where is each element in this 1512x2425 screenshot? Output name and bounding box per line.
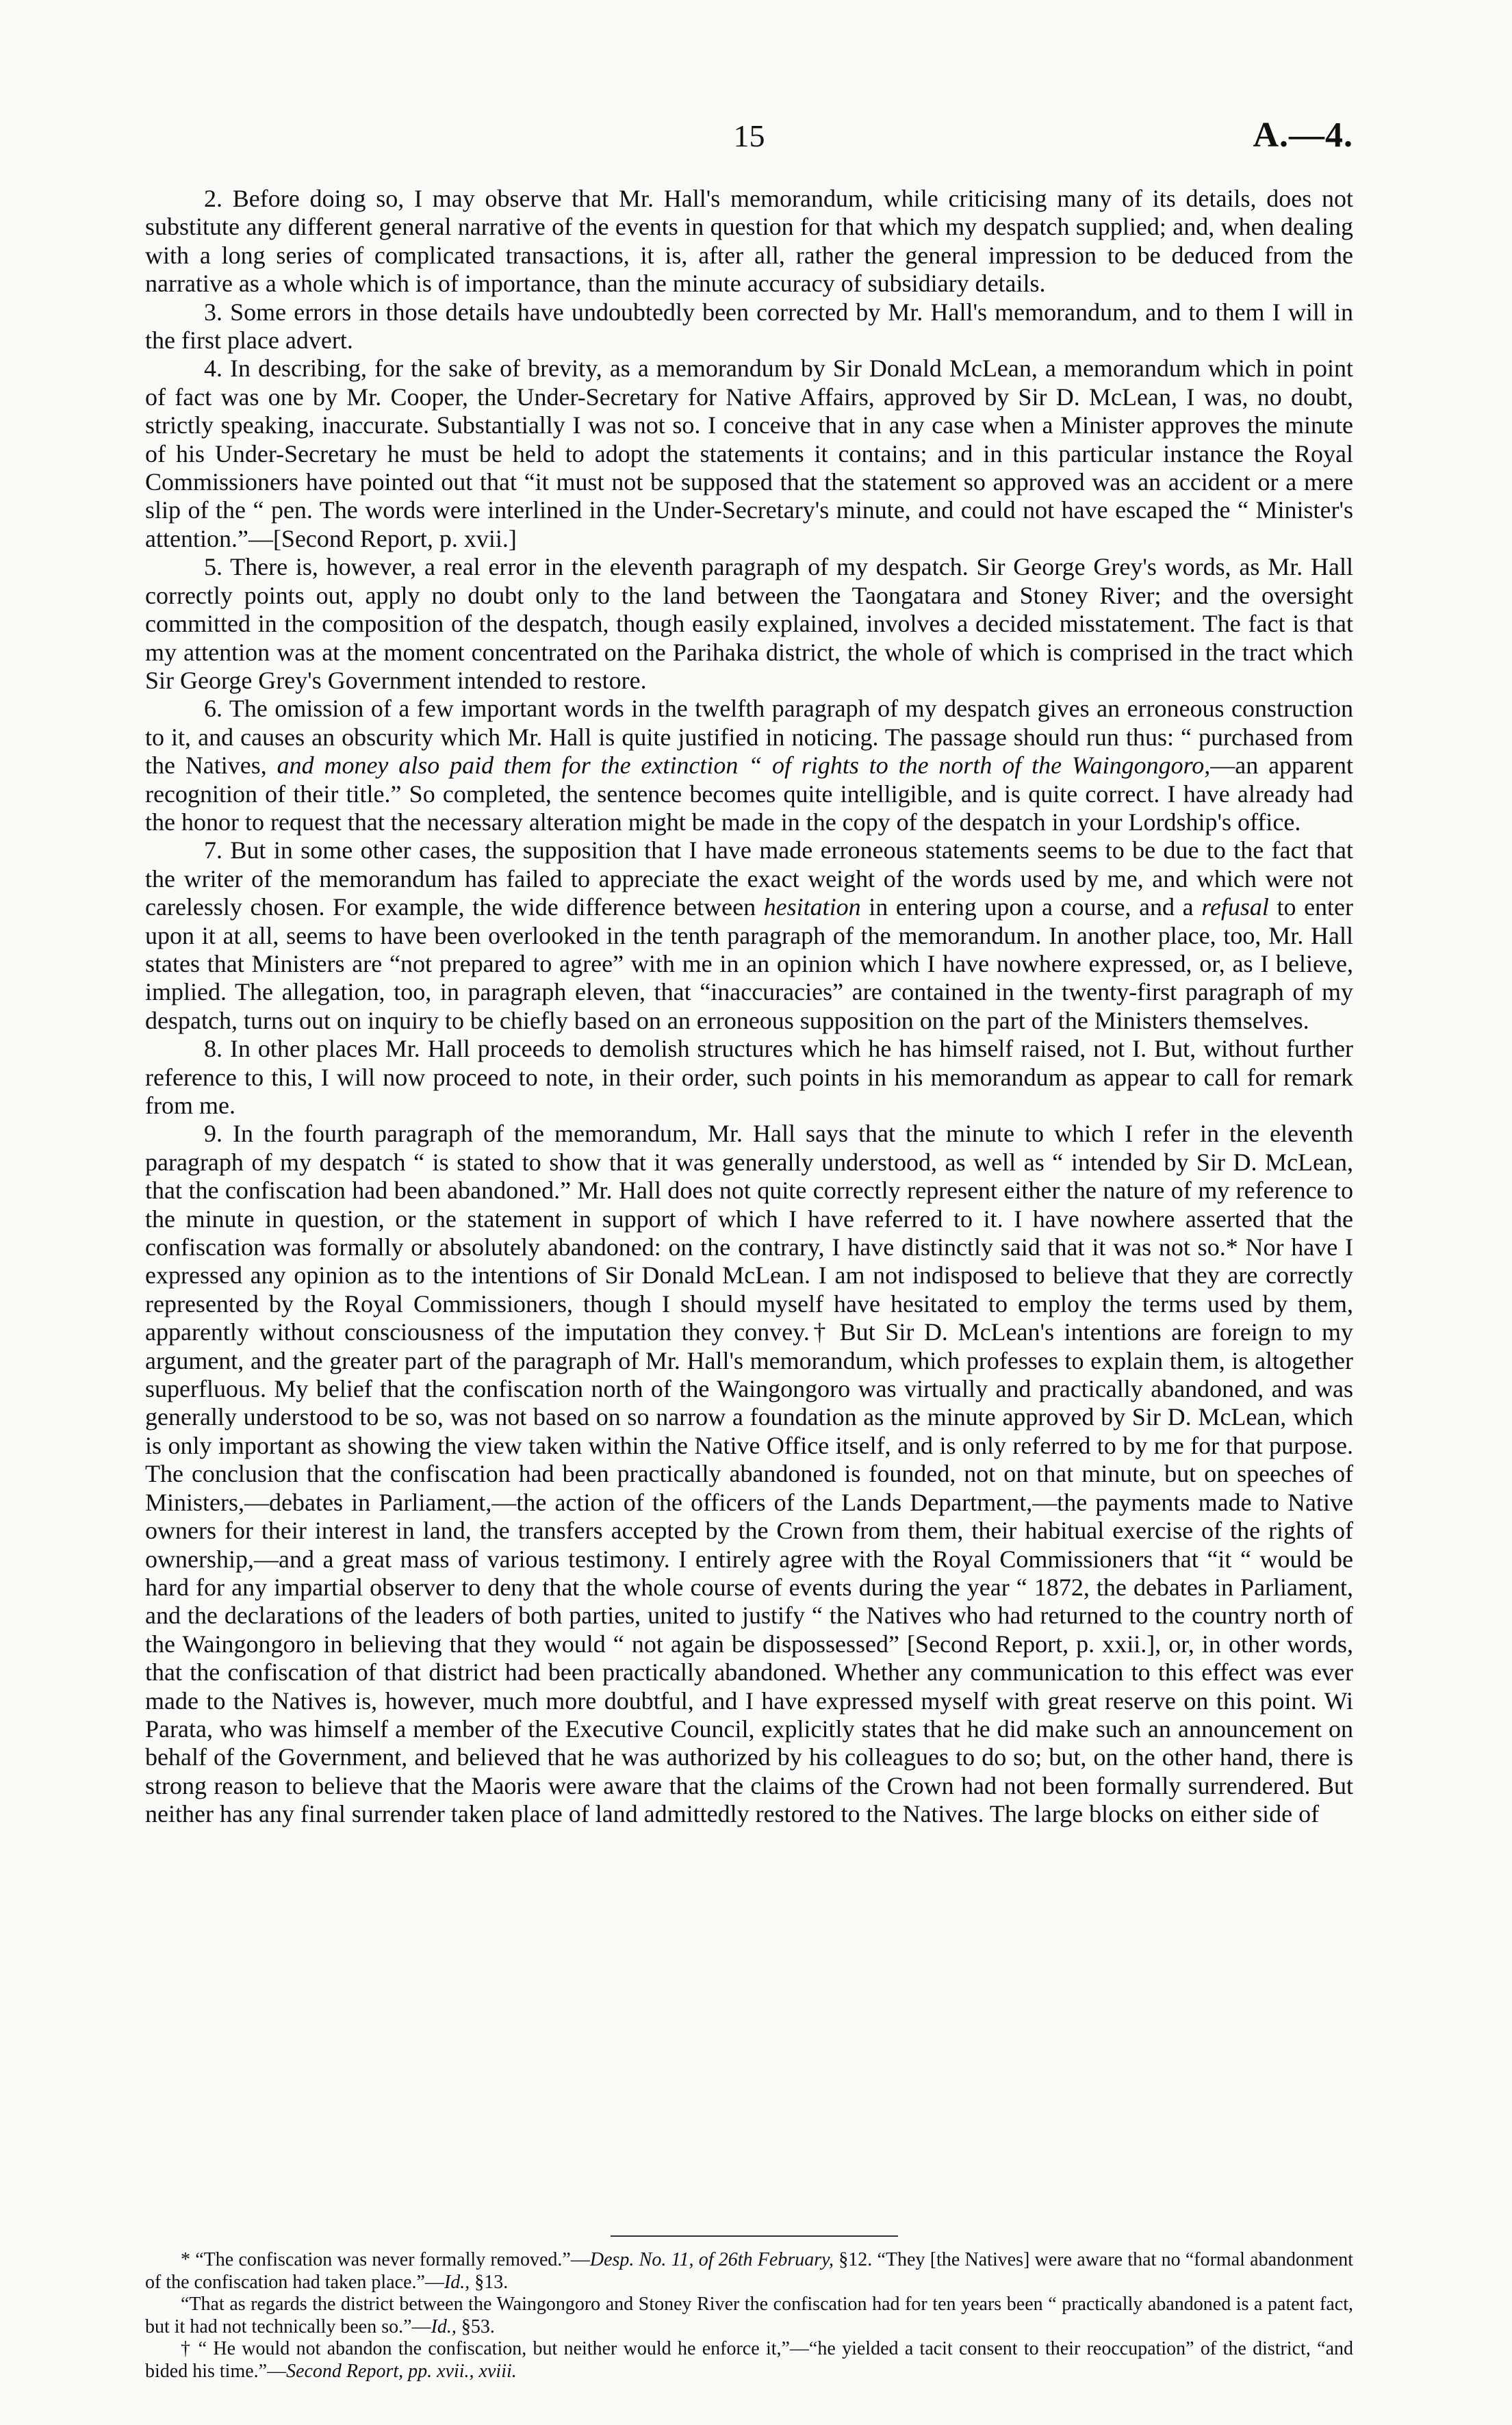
- page-number: 15: [733, 118, 765, 153]
- paragraph-3: 3. Some errors in those details have undoubtedly been corrected by Mr. Hall's memorandum, and to them I will in the first place advert.: [145, 298, 1353, 355]
- footnote-asterisk: * “The confiscation was never formally removed.”—Desp. No. 11, of 26th February, §12. “They [the Natives] were aware that no “formal abandonment of the confiscation had taken place.”—Id., §13.: [145, 2249, 1353, 2293]
- document-reference: A.—4.: [1253, 116, 1353, 155]
- paragraph-6: 6. The omission of a few important words in the twelfth paragraph of my despatch gives an erroneous construction to it, and causes an obscurity which Mr. Hall is quite justified in noticing. The passage should run thus: “ purchased from the Natives, and money also paid them for the extinction “ of rights to the north of the Waingongoro,—an apparent recognition of their title.” So completed, the sentence becomes quite intelligible, and is quite correct. I have already had the honor to request that the necessary alteration might be made in the copy of the despatch in your Lordship's office.: [145, 695, 1354, 836]
- footnotes: [145, 2249, 1353, 2383]
- italic-quote: and money also paid them for the extinction “ of rights to the north of the Waingongoro,: [277, 752, 1211, 780]
- italic-refusal: refusal: [1201, 893, 1269, 921]
- footnote-dagger: † “ He would not abandon the confiscation, but neither would he enforce it,”—“he yielded a tacit consent to their reoccupation” of the district, “and bided his time.”—Second Report, pp. xvii., xviii.: [145, 2338, 1353, 2382]
- paragraph-8: 8. In other places Mr. Hall proceeds to demolish structures which he has himself raised, not I. But, without further reference to this, I will now proceed to note, in their order, such points in his memorandum as appear to call for remark from me.: [145, 1035, 1353, 1119]
- italic-hesitation: hesitation: [763, 893, 861, 921]
- paragraph-7: 7. But in some other cases, the supposition that I have made erroneous statements seems to be due to the fact that the writer of the memorandum has failed to appreciate the exact weight of the words used by me, and which were not carelessly chosen. For example, the wide difference between hesitation in entering upon a course, and a refusal to enter upon it at all, seems to have been overlooked in the tenth paragraph of the memorandum. In another place, too, Mr. Hall states that Ministers are “not prepared to agree” with me in an opinion which I have nowhere expressed, or, as I believe, implied. The allegation, too, in paragraph eleven, that “inaccuracies” are contained in the twenty-first paragraph of my despatch, turns out on inquiry to be chiefly based on an erroneous supposition on the part of the Ministers themselves.: [145, 836, 1354, 1034]
- paragraph-5: 5. There is, however, a real error in the eleventh paragraph of my despatch. Sir George Grey's words, as Mr. Hall correctly points out, apply no doubt only to the land between the Taongatara and Stoney River; and the oversight committed in the composition of the despatch, though easily explained, involves a decided misstatement. The fact is that my attention was at the moment concentrated on the Parihaka district, the whole of which is comprised in the tract which Sir George Grey's Government intended to restore.: [145, 553, 1353, 694]
- paragraph-2: 2. Before doing so, I may observe that Mr. Hall's memorandum, while criticising many of its details, does not substitute any different general narrative of the events in question for that which my despatch supplied; and, when dealing with a long series of complicated transactions, it is, after all, rather the general impression to be deduced from the narrative as a whole which is of importance, than the minute accuracy of subsidiary details.: [145, 185, 1353, 298]
- page-header: [145, 115, 1353, 163]
- footnote-divider: [611, 2235, 898, 2237]
- body-text: [145, 185, 1353, 1829]
- footnote-asterisk-continued: “That as regards the district between the Waingongoro and Stoney River the confiscation had for ten years been “ practically abandoned is a patent fact, but it had not technically been so.”—Id., §53.: [145, 2294, 1353, 2337]
- paragraph-9: 9. In the fourth paragraph of the memorandum, Mr. Hall says that the minute to which I refer in the eleventh paragraph of my despatch “ is stated to show that it was generally understood, as well as “ intended by Sir D. McLean, that the confiscation had been abandoned.” Mr. Hall does not quite correctly represent either the nature of my reference to the minute in question, or the statement in support of which I have referred to it. I have nowhere asserted that the confiscation was formally or absolutely abandoned: on the contrary, I have distinctly said that it was not so.* Nor have I expressed any opinion as to the intentions of Sir Donald McLean. I am not indisposed to believe that they are correctly represented by the Royal Commissioners, though I should myself have hesitated to employ the terms used by them, apparently without consciousness of the imputation they convey.† But Sir D. McLean's intentions are foreign to my argument, and the greater part of the paragraph of Mr. Hall's memorandum, which professes to explain them, is altogether superfluous. My belief that the confiscation north of the Waingongoro was virtually and practically abandoned, and was generally understood to be so, was not based on so narrow a foundation as the minute approved by Sir D. McLean, which is only important as showing the view taken within the Native Office itself, and is only referred to by me for that purpose. The conclusion that the confiscation had been practically abandoned is founded, not on that minute, but on speeches of Ministers,—debates in Parliament,—the action of the officers of the Lands Department,—the payments made to Native owners for their interest in land, the transfers accepted by the Crown from them, their habitual exercise of the rights of ownership,—and a great mass of various testimony. I entirely agree with the Royal Commissioners that “it “ would be hard for any impartial observer to deny that the whole course of events during the year “ 1872, the debates in Parliament, and the declarations of the leaders of both parties, united to justify “ the Natives who had returned to the country north of the Waingongoro in believing that they would “ not again be dispossessed” [Second Report, p. xxii.], or, in other words, that the confiscation of that district had been practically abandoned. Whether any communication to this effect was ever made to the Natives is, however, much more doubtful, and I have expressed myself with great reserve on this point. Wi Parata, who was himself a member of the Executive Council, explicitly states that he did make such an announcement on behalf of the Government, and believed that he was authorized by his colleagues to do so; but, on the other hand, there is strong reason to believe that the Maoris were aware that the claims of the Crown had not been formally surrendered. But neither has any final surrender taken place of land admittedly restored to the Natives. The large blocks on either side of: [145, 1120, 1353, 1828]
- paragraph-4: 4. In describing, for the sake of brevity, as a memorandum by Sir Donald McLean, a memorandum which in point of fact was one by Mr. Cooper, the Under-Secretary for Native Affairs, approved by Sir D. McLean, I was, no doubt, strictly speaking, inaccurate. Substantially I was not so. I conceive that in any case when a Minister approves the minute of his Under-Secretary he must be held to adopt the statements it contains; and in this particular instance the Royal Commissioners have pointed out that “it must not be supposed that the statement so approved was an accident or a mere slip of the “ pen. The words were interlined in the Under-Secretary's minute, and could not have escaped the “ Minister's attention.”—[Second Report, p. xvii.]: [145, 355, 1353, 552]
